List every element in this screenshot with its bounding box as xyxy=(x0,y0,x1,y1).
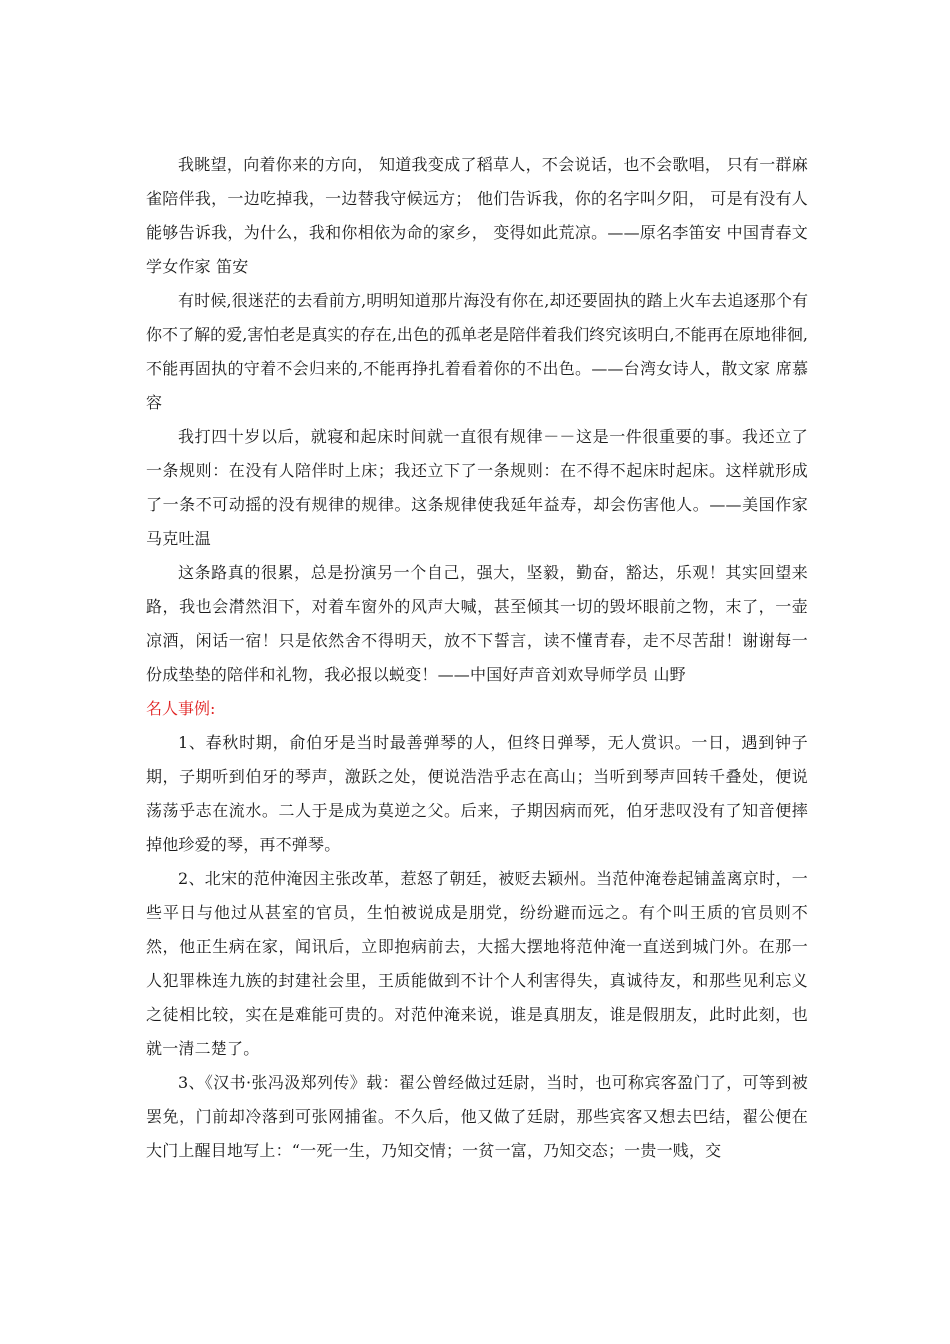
section-heading-famous-examples: 名人事例: xyxy=(146,699,216,718)
quote-paragraph-marktwain: 我打四十岁以后，就寝和起床时间就一直很有规律－－这是一件很重要的事。我还立了一条规则：在没有人陪伴时上床；我还立下了一条规则：在不得不起床时起床。这样就形成了一条不可动摇的没有规律的规律。这条规律使我延年益寿，却会伤害他人。——美国作家 马克吐温 xyxy=(146,427,808,548)
example-paragraph-boya: 1、春秋时期，俞伯牙是当时最善弹琴的人，但终日弹琴，无人赏识。一日，遇到钟子期，子期听到伯牙的琴声，激跃之处，便说浩浩乎志在高山；当听到琴声回转千叠处，便说荡荡乎志在流水。二人于是成为莫逆之父。后来，子期因病而死，伯牙悲叹没有了知音便摔掉他珍爱的琴，再不弹琴。 xyxy=(146,733,808,854)
quote-paragraph-ximurong: 有时候,很迷茫的去看前方,明明知道那片海没有你在,却还要固执的踏上火车去追逐那个有你不了解的爱,害怕老是真实的存在,出色的孤单老是陪伴着我们终究该明白,不能再在原地徘徊,不能再固执的守着不会归来的,不能再挣扎着看着你的不出色。——台湾女诗人，散文家 席慕容 xyxy=(146,291,808,412)
quote-paragraph-dian: 我眺望，向着你来的方向， 知道我变成了稻草人，不会说话，也不会歌唱， 只有一群麻雀陪伴我，一边吃掉我，一边替我守候远方； 他们告诉我，你的名字叫夕阳， 可是有没有人能够告诉我，为什么，我和你相依为命的家乡， 变得如此荒凉。——原名李笛安 中国青春文学女作家 笛安 xyxy=(146,155,808,276)
document-body xyxy=(146,148,808,1168)
example-paragraph-fanzhongyan: 2、北宋的范仲淹因主张改革，惹怒了朝廷，被贬去颖州。当范仲淹卷起铺盖离京时，一些平日与他过从甚室的官员，生怕被说成是朋党，纷纷避而远之。有个叫王质的官员则不然，他正生病在家，闻讯后，立即抱病前去，大摇大摆地将范仲淹一直送到城门外。在那一人犯罪株连九族的封建社会里，王质能做到不计个人利害得失，真诚待友，和那些见利忘义之徒相比较，实在是难能可贵的。对范仲淹来说，谁是真朋友，谁是假朋友，此时此刻，也就一清二楚了。 xyxy=(146,869,808,1058)
example-paragraph-zhaigong: 3、《汉书·张冯汲郑列传》载：翟公曾经做过廷尉，当时，也可称宾客盈门了，可等到被罢免，门前却冷落到可张网捕雀。不久后，他又做了廷尉，那些宾客又想去巴结，翟公便在大门上醒目地写上：“一死一生，乃知交情；一贫一富，乃知交态；一贵一贱，交 xyxy=(146,1073,808,1160)
quote-paragraph-shanye: 这条路真的很累，总是扮演另一个自己，强大，坚毅，勤奋，豁达，乐观！其实回望来路，我也会潸然泪下，对着车窗外的风声大喊，甚至倾其一切的毁坏眼前之物，末了，一壶凉酒，闲话一宿！只是依然舍不得明天，放不下誓言，读不懂青春，走不尽苦甜！谢谢每一份成垫垫的陪伴和礼物，我必报以蜕变！——中国好声音刘欢导师学员 山野 xyxy=(146,563,808,684)
